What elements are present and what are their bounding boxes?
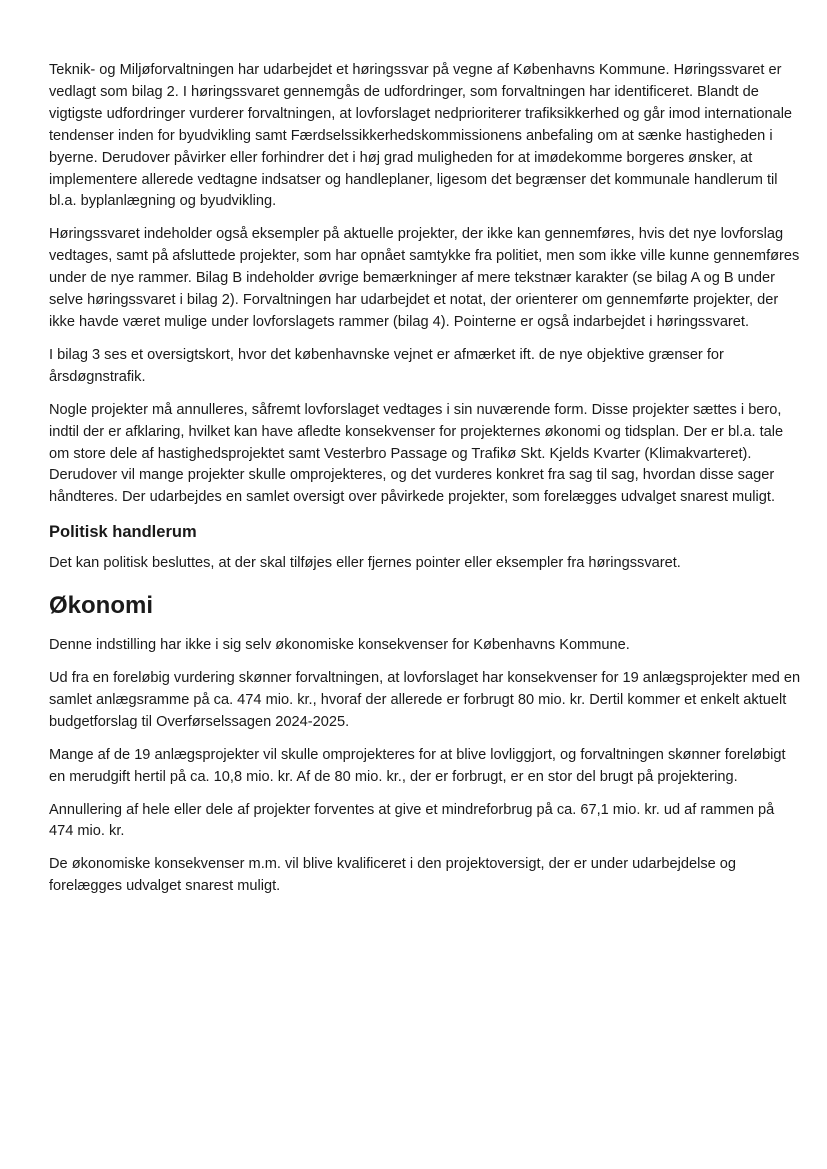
- paragraph-eksempler: Høringssvaret indeholder også eksempler på aktuelle projekter, der ikke kan gennemføres, hvis det nye lovforslag vedtages, samt på afsluttede projekter, som har opnået samtykke fra politiet, men som ikke ville kunne gennemføres under de nye rammer. Bilag B indeholder øvrige bemærkninger af mere tekstnær karakter (se bilag A og B under selve høringssvaret i bilag 2). Forvaltningen har udarbejdet et notat, der orienterer om gennemførte projekter, der ikke havde været mulige under lovforslagets rammer (bilag 4). Pointerne er også indarbejdet i høringssvaret.: [49, 226, 800, 330]
- document-page: [49, 60, 801, 898]
- heading-politisk-handlerum: Politisk handlerum: [49, 523, 197, 542]
- paragraph-okonomi-2: Ud fra en foreløbig vurdering skønner forvaltningen, at lovforslaget har konsekvenser for 19 anlægsprojekter med en samlet anlægsramme på ca. 474 mio. kr., hvoraf der allerede er forbrugt 80 mio. kr. Dertil kommer et enkelt aktuelt budgetforslag til Overførselssagen 2024-2025.: [49, 670, 801, 730]
- paragraph-annullering: Nogle projekter må annulleres, såfremt lovforslaget vedtages i sin nuværende form. Disse projekter sættes i bero, indtil der er afklaring, hvilket kan have afledte konsekvenser for projekternes økonomi og tidsplan. Der er bl.a. tale om store dele af hastighedsprojektet samt Vesterbro Passage og Trafikø Skt. Kjelds Kvarter (Klimakvarteret). Derudover vil mange projekter skulle omprojekteres, og det vurderes konkret fra sag til sag, hvordan disse sager håndteres. Der udarbejdes en samlet oversigt over påvirkede projekter, som forelægges udvalget snarest muligt.: [49, 401, 784, 506]
- paragraph-oversigtskort: I bilag 3 ses et oversigtskort, hvor det københavnske vejnet er afmærket ift. de nye objektive grænser for årsdøgnstrafik.: [49, 346, 724, 385]
- paragraph-okonomi-3: Mange af de 19 anlægsprojekter vil skulle omprojekteres for at blive lovliggjort, og forvaltningen skønner foreløbigt en merudgift hertil på ca. 10,8 mio. kr. Af de 80 mio. kr., der er forbrugt, er en stor del brugt på projektering.: [49, 746, 786, 785]
- paragraph-politisk: Det kan politisk besluttes, at der skal tilføjes eller fjernes pointer eller eksempler fra høringssvaret.: [49, 555, 681, 572]
- paragraph-okonomi-5: De økonomiske konsekvenser m.m. vil blive kvalificeret i den projektoversigt, der er under udarbejdelse og forelægges udvalget snarest muligt.: [49, 856, 737, 895]
- paragraph-hoeringssvar: Teknik- og Miljøforvaltningen har udarbejdet et høringssvar på vegne af Københavns Kommune. Høringssvaret er vedlagt som bilag 2. I høringssvaret gennemgås de udfordringer, som forvaltningen har identificeret. Blandt de vigtigste udfordringer vurderer forvaltningen, at lovforslaget nedprioriterer trafiksikkerhed og går imod internationale tendenser inden for byudvikling samt Færdselssikkerhedskommissionens anbefaling om at sænke hastigheden i byerne. Derudover påvirker eller forhindrer det i høj grad muligheden for at imødekomme borgeres ønsker, at implementere allerede vedtagne indsatser og handleplaner, ligesom det begrænser det kommunale handlerum til bl.a. byplanlægning og byudvikling.: [49, 62, 793, 210]
- heading-okonomi: Økonomi: [49, 592, 154, 620]
- paragraph-okonomi-1: Denne indstilling har ikke i sig selv økonomiske konsekvenser for Københavns Kommune.: [49, 637, 630, 654]
- paragraph-okonomi-4: Annullering af hele eller dele af projekter forventes at give et mindreforbrug på ca. 67,1 mio. kr. ud af rammen på 474 mio. kr.: [49, 801, 775, 840]
